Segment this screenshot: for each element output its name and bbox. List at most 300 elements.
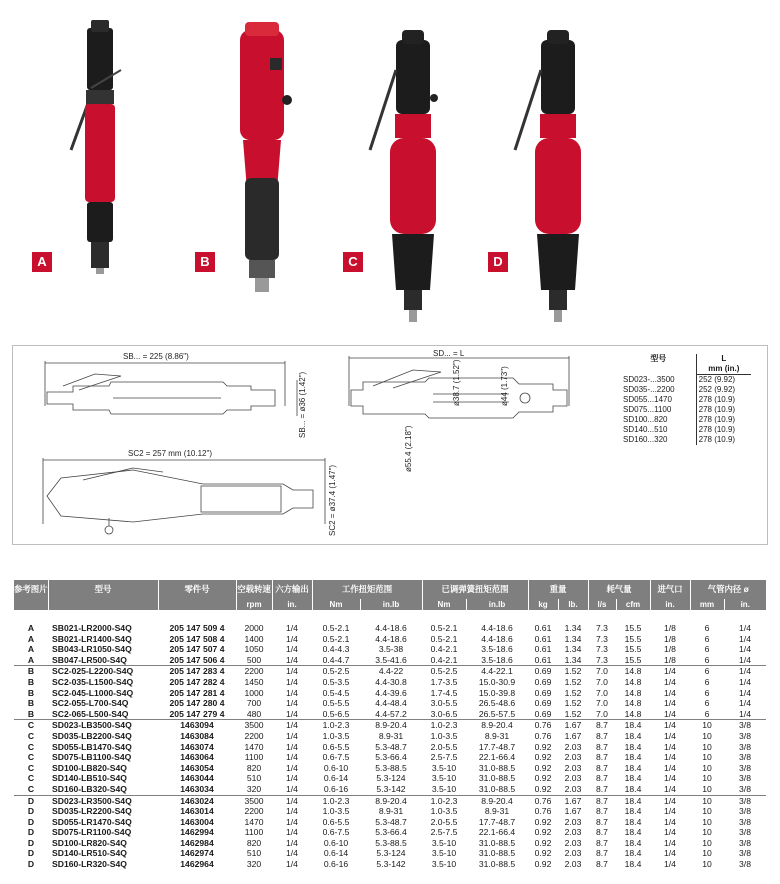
cell-model: SB021-LR1400-S4Q xyxy=(52,633,132,644)
length-value: 278 (10.9) xyxy=(696,395,751,405)
cell-hose-mm: 10 xyxy=(702,773,712,784)
length-value: 278 (10.9) xyxy=(696,435,751,445)
cell-hex-output: 1/4 xyxy=(272,795,312,806)
tool-b-label: B xyxy=(195,252,215,272)
cell-part-number: 205 147 282 4 xyxy=(169,676,225,687)
cell-air-cfm: 18.4 xyxy=(624,827,642,838)
cell-air-inlet: 1/4 xyxy=(664,848,676,859)
cell-hose-in: 1/4 xyxy=(739,698,751,709)
cell-air-inlet: 1/8 xyxy=(664,644,676,655)
cell-air-cfm: 18.4 xyxy=(616,795,650,806)
cell-hose-in: 3/8 xyxy=(739,752,751,763)
cell-weight-kg: 0.76 xyxy=(528,720,558,731)
length-model: SD055...1470 xyxy=(623,395,672,404)
table-row xyxy=(14,795,766,806)
cell-hose-mm: 10 xyxy=(690,720,724,731)
cell-hex-output: 1/4 xyxy=(286,698,298,709)
cell-part-number: 1463024 xyxy=(158,795,236,806)
cell-clutch-inlb: 3.5-18.6 xyxy=(481,644,513,655)
cell-torque-nm: 0.6-7.5 xyxy=(322,827,350,838)
cell-weight-kg: 0.69 xyxy=(528,666,558,677)
cell-weight-lb: 2.03 xyxy=(564,848,582,859)
cell-torque-nm: 0.6-16 xyxy=(323,783,349,794)
cell-clutch-inlb: 31.0-88.5 xyxy=(478,773,516,784)
cell-hex-output: 1/4 xyxy=(286,644,298,655)
cell-model: SD055-LB1470-S4Q xyxy=(52,741,132,752)
cell-clutch-inlb: 22.1-66.4 xyxy=(478,827,516,838)
cell-part-number: 1462984 xyxy=(180,837,214,848)
cell-model: SC2-065-L500-S4Q xyxy=(52,708,129,719)
cell-torque-nm: 0.6-5.5 xyxy=(322,741,350,752)
cell-hex-output: 1/4 xyxy=(286,654,298,665)
cell-weight-lb: 2.03 xyxy=(564,827,582,838)
cell-model: SD140-LR510-S4Q xyxy=(52,848,127,859)
table-row xyxy=(14,742,766,753)
cell-hose-in: 3/8 xyxy=(739,762,751,773)
cell-air-ls: 7.3 xyxy=(596,654,608,665)
cell-clutch-inlb: 8.9-20.4 xyxy=(466,795,528,806)
cell-model: SD100-LR820-S4Q xyxy=(52,837,127,848)
cell-hose-mm: 6 xyxy=(704,687,710,698)
cell-air-inlet: 1/4 xyxy=(650,666,690,677)
cell-air-ls: 7.0 xyxy=(588,666,616,677)
cell-hose-mm: 10 xyxy=(702,837,712,848)
cell-speed: 1470 xyxy=(244,741,264,752)
cell-air-cfm: 18.4 xyxy=(624,848,642,859)
tool-a-label: A xyxy=(32,252,52,272)
cell-torque-inlb: 5.3-48.7 xyxy=(375,741,407,752)
cell-hose-in: 1/4 xyxy=(739,687,751,698)
cell-clutch-nm: 1.0-3.5 xyxy=(430,806,458,817)
cell-torque-nm: 0.5-3.5 xyxy=(322,676,350,687)
cell-hose-in: 3/8 xyxy=(739,827,751,838)
cell-hose-in: 1/4 xyxy=(739,676,751,687)
cell-model: SD160-LR320-S4Q xyxy=(52,859,127,870)
cell-clutch-nm: 3.5-10 xyxy=(431,848,457,859)
cell-weight-lb: 2.03 xyxy=(564,837,582,848)
cell-air-ls: 8.7 xyxy=(596,827,608,838)
cell-clutch-inlb: 31.0-88.5 xyxy=(478,848,516,859)
cell-hose-mm: 6 xyxy=(704,623,710,633)
cell-ref: B xyxy=(27,708,35,719)
cell-speed: 2200 xyxy=(236,666,272,677)
table-row xyxy=(14,677,766,688)
length-table-body xyxy=(621,375,751,446)
cell-clutch-nm: 0.5-2.1 xyxy=(430,633,458,644)
cell-clutch-nm: 0.4-2.1 xyxy=(430,654,458,665)
unit-cfm: cfm xyxy=(616,599,650,610)
cell-weight-lb: 2.03 xyxy=(564,762,582,773)
cell-air-ls: 8.7 xyxy=(596,762,608,773)
cell-torque-nm: 0.6-7.5 xyxy=(322,752,350,763)
cell-ref: A xyxy=(27,633,35,644)
cell-air-ls: 7.0 xyxy=(596,676,608,687)
cell-hose-in: 3/8 xyxy=(739,837,751,848)
cell-speed: 1400 xyxy=(244,633,264,644)
cell-air-inlet: 1/4 xyxy=(664,698,676,709)
length-value: 278 (10.9) xyxy=(696,405,751,415)
cell-torque-inlb: 4.4-57.2 xyxy=(375,708,407,719)
cell-air-cfm: 18.4 xyxy=(624,837,642,848)
cell-hex-output: 1/4 xyxy=(286,741,298,752)
tool-c-label: C xyxy=(343,252,363,272)
cell-air-ls: 8.7 xyxy=(596,848,608,859)
cell-hose-in: 3/8 xyxy=(739,783,751,794)
cell-hex-output: 1/4 xyxy=(286,827,298,838)
cell-part-number: 205 147 509 4 xyxy=(169,623,225,633)
cell-hose-mm: 10 xyxy=(702,741,712,752)
cell-ref: C xyxy=(27,762,35,773)
unit-inlet: in. xyxy=(650,599,690,610)
cell-speed: 3500 xyxy=(236,795,272,806)
cell-clutch-nm: 2.0-5.5 xyxy=(430,741,458,752)
header-ref: 参考图片 xyxy=(14,580,48,599)
cell-ref: C xyxy=(27,783,35,794)
cell-air-inlet: 1/4 xyxy=(664,827,676,838)
unit-speed: rpm xyxy=(236,599,272,610)
unit-in: in. xyxy=(724,599,766,610)
cell-hose-mm: 10 xyxy=(702,859,712,870)
table-row xyxy=(14,666,766,677)
tool-photos xyxy=(0,0,780,340)
cell-hose-mm: 10 xyxy=(702,816,712,827)
cell-weight-lb: 1.67 xyxy=(564,806,582,817)
cell-ref: A xyxy=(27,623,35,633)
cell-hex-output: 1/4 xyxy=(286,773,298,784)
cell-model: SB021-LR2000-S4Q xyxy=(52,623,132,633)
header-torque: 工作扭矩范围 xyxy=(312,580,422,599)
cell-hose-mm: 6 xyxy=(704,644,710,655)
cell-air-inlet: 1/4 xyxy=(664,687,676,698)
cell-air-cfm: 15.5 xyxy=(624,633,642,644)
spec-table xyxy=(14,580,766,870)
cell-air-inlet: 1/4 xyxy=(664,708,676,719)
cell-weight-kg: 0.92 xyxy=(534,741,552,752)
cell-speed: 2200 xyxy=(244,730,264,741)
header-hose: 气管内径 ø xyxy=(690,580,766,599)
tool-b-image xyxy=(215,0,310,340)
cell-air-cfm: 14.8 xyxy=(624,687,642,698)
cell-hose-mm: 6 xyxy=(704,698,710,709)
cell-weight-lb: 1.52 xyxy=(564,676,582,687)
cell-clutch-inlb: 31.0-88.5 xyxy=(478,762,516,773)
cell-weight-kg: 0.61 xyxy=(534,623,552,633)
cell-speed: 2000 xyxy=(244,623,264,633)
cell-weight-kg: 0.61 xyxy=(534,644,552,655)
cell-torque-inlb: 5.3-124 xyxy=(376,848,406,859)
cell-air-ls: 8.7 xyxy=(596,859,608,870)
cell-air-cfm: 18.4 xyxy=(624,773,642,784)
table-row xyxy=(14,709,766,720)
cell-clutch-inlb: 8.9-20.4 xyxy=(466,720,528,731)
cell-speed: 510 xyxy=(246,773,262,784)
cell-model: SC2-045-L1000-S4Q xyxy=(52,687,134,698)
tool-d-label: D xyxy=(488,252,508,272)
cell-speed: 1050 xyxy=(244,644,264,655)
cell-torque-nm: 0.6-16 xyxy=(323,859,349,870)
unit-hex: in. xyxy=(272,599,312,610)
cell-weight-kg: 0.69 xyxy=(534,676,552,687)
cell-hose-mm: 6 xyxy=(704,708,710,719)
cell-model: SD023-LR3500-S4Q xyxy=(48,795,158,806)
cell-ref: D xyxy=(27,848,35,859)
cell-hose-in: 3/8 xyxy=(739,859,751,870)
cell-weight-kg: 0.69 xyxy=(534,698,552,709)
cell-torque-nm: 0.5-4.5 xyxy=(322,687,350,698)
cell-hex-output: 1/4 xyxy=(286,623,298,633)
cell-weight-lb: 1.52 xyxy=(564,698,582,709)
cell-hose-in: 3/8 xyxy=(739,773,751,784)
cell-air-cfm: 15.5 xyxy=(624,654,642,665)
cell-air-inlet: 1/4 xyxy=(664,816,676,827)
length-model: SD035-...2200 xyxy=(623,385,675,394)
cell-model: SC2-055-L700-S4Q xyxy=(52,698,129,709)
cell-air-ls: 7.0 xyxy=(596,708,608,719)
cell-hose-mm: 10 xyxy=(690,795,724,806)
cell-weight-kg: 0.61 xyxy=(534,633,552,644)
table-row xyxy=(14,623,766,634)
cell-air-cfm: 15.5 xyxy=(624,623,642,633)
cell-speed: 500 xyxy=(246,654,262,665)
cell-air-ls: 8.7 xyxy=(588,795,616,806)
cell-weight-kg: 0.92 xyxy=(534,816,552,827)
cell-torque-inlb: 5.3-48.7 xyxy=(375,816,407,827)
cell-torque-nm: 1.0-3.5 xyxy=(322,730,350,741)
cell-clutch-inlb: 3.5-18.6 xyxy=(481,654,513,665)
tool-a-image xyxy=(55,0,145,340)
cell-air-ls: 7.3 xyxy=(596,623,608,633)
sc2-drawing xyxy=(43,458,325,534)
tool-d-image xyxy=(505,0,605,340)
cell-air-cfm: 14.8 xyxy=(616,666,650,677)
cell-clutch-inlb: 17.7-48.7 xyxy=(478,741,516,752)
sd-d1-label: ø38.7 (1.52") xyxy=(452,359,461,406)
cell-clutch-nm: 3.5-10 xyxy=(431,859,457,870)
cell-ref: D xyxy=(27,837,35,848)
cell-model: SC2-035-L1500-S4Q xyxy=(52,676,134,687)
cell-speed: 480 xyxy=(246,708,262,719)
cell-air-inlet: 1/4 xyxy=(664,783,676,794)
cell-air-inlet: 1/8 xyxy=(664,633,676,644)
cell-hose-in: 3/8 xyxy=(739,741,751,752)
cell-part-number: 205 147 283 4 xyxy=(158,666,236,677)
cell-hose-in: 1/4 xyxy=(724,666,766,677)
cell-clutch-inlb: 4.4-18.6 xyxy=(481,623,513,633)
cell-air-inlet: 1/8 xyxy=(664,623,676,633)
length-value: 252 (9.92) xyxy=(696,375,751,386)
cell-torque-inlb: 4.4-22 xyxy=(360,666,422,677)
unit-kg: kg xyxy=(528,599,558,610)
unit-ls: l/s xyxy=(588,599,616,610)
cell-hose-in: 3/8 xyxy=(724,795,766,806)
length-value: 252 (9.92) xyxy=(696,385,751,395)
cell-hose-in: 3/8 xyxy=(724,720,766,731)
cell-hex-output: 1/4 xyxy=(286,816,298,827)
cell-air-cfm: 18.4 xyxy=(616,720,650,731)
cell-hex-output: 1/4 xyxy=(272,720,312,731)
cell-hex-output: 1/4 xyxy=(272,666,312,677)
cell-air-inlet: 1/4 xyxy=(664,752,676,763)
cell-hose-mm: 10 xyxy=(702,783,712,794)
cell-air-cfm: 14.8 xyxy=(624,708,642,719)
cell-clutch-inlb: 15.0-39.8 xyxy=(478,687,516,698)
cell-torque-inlb: 5.3-66.4 xyxy=(375,752,407,763)
cell-hose-mm: 10 xyxy=(702,848,712,859)
cell-clutch-inlb: 17.7-48.7 xyxy=(478,816,516,827)
cell-ref: C xyxy=(27,773,35,784)
cell-speed: 320 xyxy=(246,783,262,794)
length-model: SD140...510 xyxy=(623,425,668,434)
cell-air-ls: 7.0 xyxy=(596,698,608,709)
cell-hose-in: 1/4 xyxy=(739,654,751,665)
table-row xyxy=(14,773,766,784)
cell-clutch-inlb: 8.9-31 xyxy=(484,806,510,817)
cell-clutch-inlb: 31.0-88.5 xyxy=(478,837,516,848)
cell-air-cfm: 14.8 xyxy=(624,698,642,709)
cell-clutch-inlb: 26.5-48.6 xyxy=(478,698,516,709)
cell-ref: D xyxy=(14,795,48,806)
table-row xyxy=(14,698,766,709)
cell-air-cfm: 18.4 xyxy=(624,762,642,773)
cell-clutch-nm: 3.5-10 xyxy=(431,762,457,773)
drawings-svg xyxy=(13,346,613,544)
cell-part-number: 205 147 281 4 xyxy=(169,687,225,698)
cell-model: SD055-LR1470-S4Q xyxy=(52,816,132,827)
cell-clutch-nm: 1.7-4.5 xyxy=(430,687,458,698)
unit-torque-inlb: in.lb xyxy=(360,599,422,610)
cell-weight-kg: 0.76 xyxy=(534,806,552,817)
cell-air-inlet: 1/8 xyxy=(664,654,676,665)
cell-air-ls: 8.7 xyxy=(588,720,616,731)
cell-weight-lb: 1.67 xyxy=(558,795,588,806)
header-air: 耗气量 xyxy=(588,580,650,599)
cell-weight-kg: 0.92 xyxy=(534,848,552,859)
cell-speed: 700 xyxy=(246,698,262,709)
cell-air-inlet: 1/4 xyxy=(664,837,676,848)
cell-weight-lb: 2.03 xyxy=(564,783,582,794)
cell-weight-kg: 0.76 xyxy=(528,795,558,806)
table-row xyxy=(14,827,766,838)
cell-ref: B xyxy=(27,698,35,709)
cell-torque-nm: 0.6-5.5 xyxy=(322,816,350,827)
length-model: SD100...820 xyxy=(623,415,668,424)
cell-torque-inlb: 5.3-88.5 xyxy=(375,762,407,773)
cell-clutch-nm: 0.4-2.1 xyxy=(430,644,458,655)
header-part: 零件号 xyxy=(158,580,236,599)
sd-d2-label: ø44 (1.73") xyxy=(500,366,509,406)
cell-part-number: 205 147 508 4 xyxy=(169,633,225,644)
cell-part-number: 1463074 xyxy=(180,741,214,752)
cell-weight-kg: 0.92 xyxy=(534,762,552,773)
cell-hose-mm: 10 xyxy=(702,730,712,741)
spec-table-body xyxy=(14,610,766,870)
cell-air-ls: 8.7 xyxy=(596,773,608,784)
cell-torque-inlb: 3.5-41.6 xyxy=(375,654,407,665)
cell-air-ls: 8.7 xyxy=(596,730,608,741)
unit-lb: lb. xyxy=(558,599,588,610)
cell-weight-kg: 0.92 xyxy=(534,783,552,794)
dimension-drawings xyxy=(12,345,768,545)
cell-hex-output: 1/4 xyxy=(286,859,298,870)
cell-hose-mm: 10 xyxy=(702,762,712,773)
cell-hex-output: 1/4 xyxy=(286,806,298,817)
cell-ref: D xyxy=(27,859,35,870)
cell-torque-nm: 0.5-2.1 xyxy=(322,623,350,633)
cell-clutch-inlb: 31.0-88.5 xyxy=(478,859,516,870)
cell-clutch-inlb: 22.1-66.4 xyxy=(478,752,516,763)
cell-part-number: 1463054 xyxy=(180,762,214,773)
cell-torque-inlb: 3.5-38 xyxy=(378,644,404,655)
cell-weight-lb: 1.52 xyxy=(558,666,588,677)
cell-clutch-nm: 0.5-2.1 xyxy=(430,623,458,633)
length-table-row xyxy=(621,435,751,445)
table-row xyxy=(14,720,766,731)
cell-hex-output: 1/4 xyxy=(286,762,298,773)
cell-clutch-nm: 2.0-5.5 xyxy=(430,816,458,827)
cell-weight-kg: 0.76 xyxy=(534,730,552,741)
cell-hex-output: 1/4 xyxy=(286,730,298,741)
cell-part-number: 1463014 xyxy=(180,806,214,817)
length-table-row xyxy=(621,375,751,386)
table-row xyxy=(14,763,766,774)
cell-hose-mm: 6 xyxy=(704,676,710,687)
length-value: 278 (10.9) xyxy=(696,425,751,435)
cell-weight-lb: 1.52 xyxy=(564,708,582,719)
cell-air-ls: 8.7 xyxy=(596,741,608,752)
cell-weight-lb: 2.03 xyxy=(564,741,582,752)
length-table-model-header: 型号 xyxy=(650,354,667,363)
table-row xyxy=(14,688,766,699)
table-row xyxy=(14,634,766,645)
unit-mm: mm xyxy=(690,599,724,610)
cell-hose-mm: 6 xyxy=(690,666,724,677)
cell-air-cfm: 14.8 xyxy=(624,676,642,687)
cell-air-ls: 7.3 xyxy=(596,644,608,655)
sb-drawing xyxy=(45,361,297,416)
cell-weight-kg: 0.92 xyxy=(534,837,552,848)
cell-air-ls: 7.0 xyxy=(596,687,608,698)
cell-hose-in: 1/4 xyxy=(739,644,751,655)
cell-weight-lb: 2.03 xyxy=(564,859,582,870)
length-table-row xyxy=(621,395,751,405)
length-table-row xyxy=(621,425,751,435)
sd-d3-label: ø55.4 (2.18") xyxy=(404,425,413,472)
cell-clutch-nm: 3.0-6.5 xyxy=(430,708,458,719)
cell-clutch-inlb: 4.4-18.6 xyxy=(481,633,513,644)
cell-ref: C xyxy=(27,730,35,741)
cell-weight-lb: 1.34 xyxy=(564,644,582,655)
cell-hose-in: 3/8 xyxy=(739,848,751,859)
cell-clutch-inlb: 8.9-31 xyxy=(484,730,510,741)
cell-clutch-inlb: 15.0-30.9 xyxy=(478,676,516,687)
cell-hex-output: 1/4 xyxy=(286,848,298,859)
cell-hex-output: 1/4 xyxy=(286,837,298,848)
cell-hex-output: 1/4 xyxy=(286,676,298,687)
cell-air-ls: 8.7 xyxy=(596,752,608,763)
cell-air-ls: 8.7 xyxy=(596,806,608,817)
cell-hose-mm: 6 xyxy=(704,633,710,644)
cell-speed: 1100 xyxy=(244,827,264,838)
cell-ref: D xyxy=(27,827,35,838)
cell-part-number: 1462964 xyxy=(180,859,214,870)
length-value: 278 (10.9) xyxy=(696,415,751,425)
sb-length-label: SB... = 225 (8.86") xyxy=(123,352,189,361)
cell-air-inlet: 1/4 xyxy=(664,741,676,752)
cell-hose-mm: 10 xyxy=(702,752,712,763)
cell-weight-lb: 1.34 xyxy=(564,654,582,665)
table-row xyxy=(14,644,766,655)
unit-clutch-nm: Nm xyxy=(422,599,466,610)
